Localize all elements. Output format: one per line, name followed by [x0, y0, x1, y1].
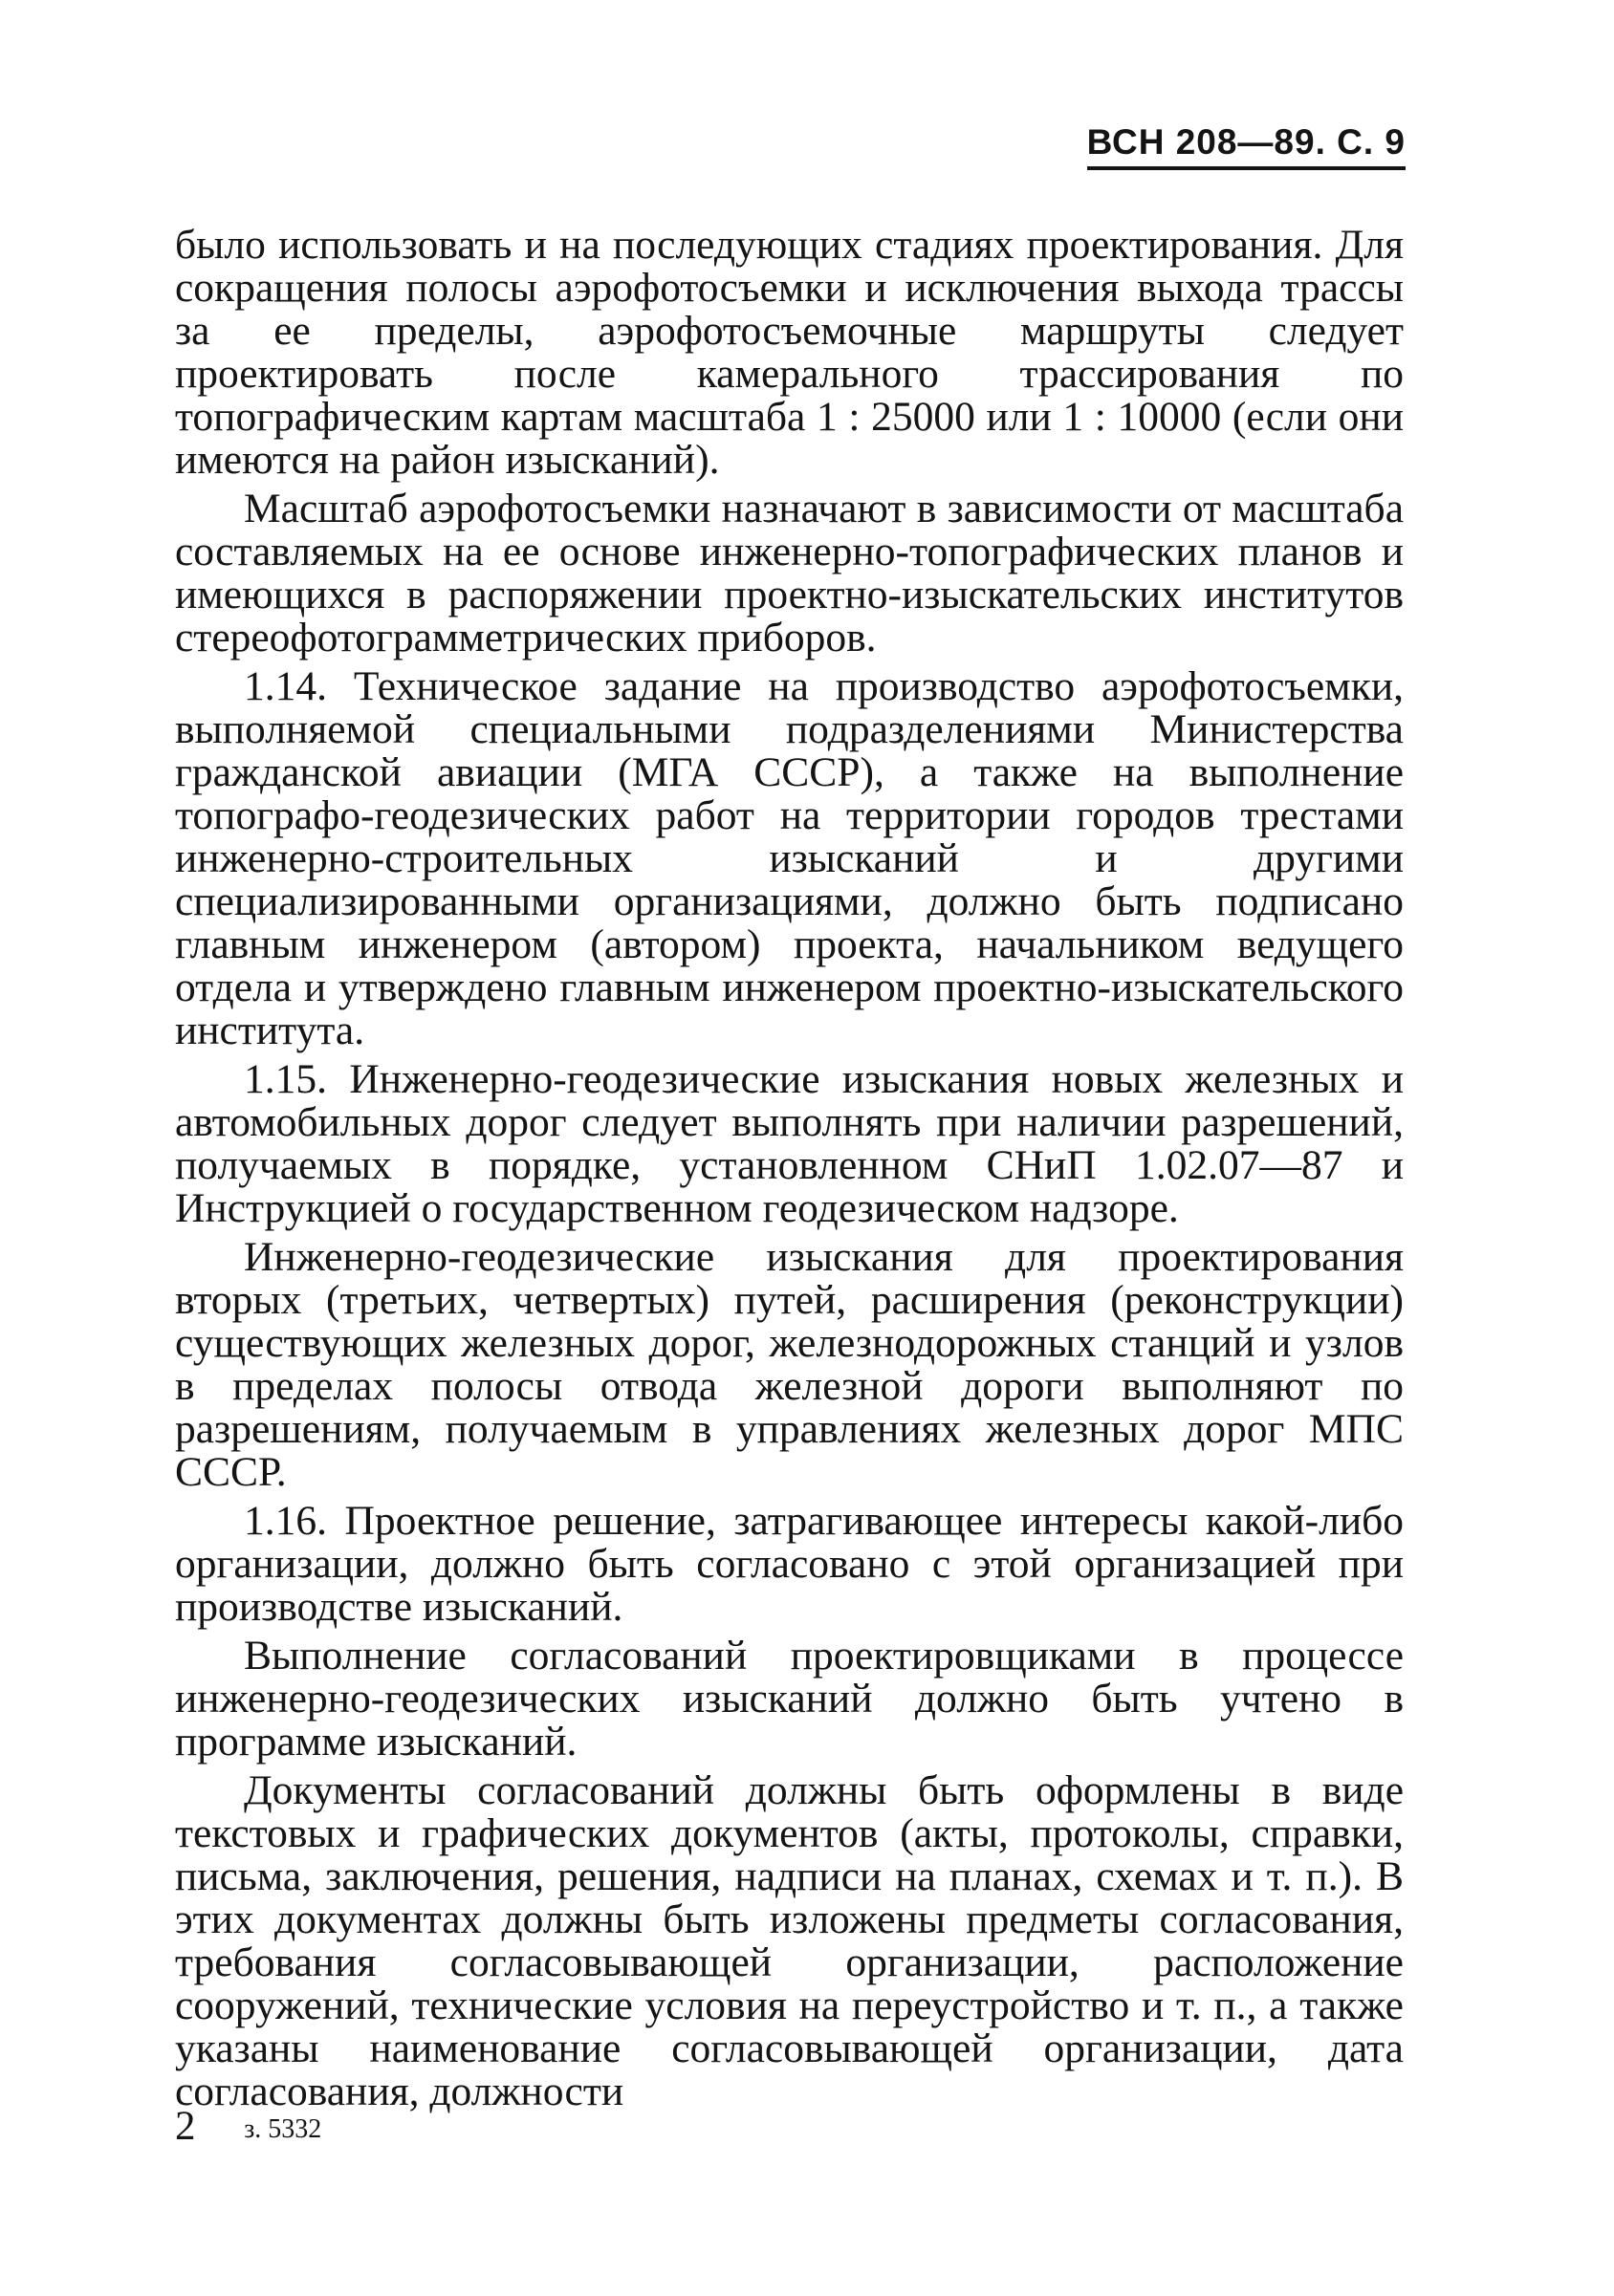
paragraph-second-tracks: Инженерно-геодезические изыскания для проектирования вторых (третьих, четвертых) путей, расширения (реконструкции) существующих железных дорог, железнодорожных станций и узлов в пределах полосы отвода железной дороги выполняют по разрешениям, получаемым в управлениях железных дорог МПС СССР. — [175, 1234, 1404, 1495]
paragraph-continued: было использовать и на последующих стадиях проектирования. Для сокращения полосы аэрофотосъемки и исключения выхода трассы за ее пределы, аэрофотосъемочные маршруты следует проектировать после камерального трассирования по топографическим картам масштаба 1 : 25000 или 1 : 10000 (если они имеются на район изысканий). — [175, 222, 1404, 483]
paragraph-1-15: 1.15. Инженерно-геодезические изыскания новых железных и автомобильных дорог следует выполнять при наличии разрешений, получаемых в порядке, установленном СНиП 1.02.07—87 и Инструкцией о государственном геодезическом надзоре. — [175, 1056, 1404, 1231]
running-header: ВСН 208—89. С. 9 — [1087, 122, 1406, 170]
paragraph-1-16: 1.16. Проектное решение, затрагивающее интересы какой-либо организации, должно быть согласовано с этой организацией при производстве изысканий. — [175, 1498, 1404, 1630]
order-number: з. 5332 — [244, 2114, 322, 2145]
page-footer — [175, 2103, 321, 2150]
paragraph-approvals: Выполнение согласований проектировщиками в процессе инженерно-геодезических изысканий должно быть учтено в программе изысканий. — [175, 1633, 1404, 1765]
paragraph-approval-documents: Документы согласований должны быть оформлены в виде текстовых и графических документов (акты, протоколы, справки, письма, заключения, решения, надписи на планах, схемах и т. п.). В этих документах должны быть изложены предметы согласования, требования согласовывающей организации, расположение сооружений, технические условия на переустройство и т. п., а также указаны наименование согласовывающей организации, дата согласования, должности — [175, 1767, 1404, 2114]
body-text — [175, 224, 1404, 2119]
paragraph-aerial-survey-scale: Масштаб аэрофотосъемки назначают в зависимости от масштаба составляемых на ее основе инженерно-топографических планов и имеющихся в распоряжении проектно-изыскательских институтов стереофотограмметрических приборов. — [175, 486, 1404, 661]
sheet-number: 2 — [175, 2104, 196, 2149]
paragraph-1-14: 1.14. Техническое задание на производство аэрофотосъемки, выполняемой специальными подразделениями Министерства гражданской авиации (МГА СССР), а также на выполнение топографо-геодезических работ на территории городов трестами инженерно-строительных изысканий и другими специализированными организациями, должно быть подписано главным инженером (автором) проекта, начальником ведущего отдела и утверждено главным инженером проектно-изыскательского института. — [175, 663, 1404, 1053]
